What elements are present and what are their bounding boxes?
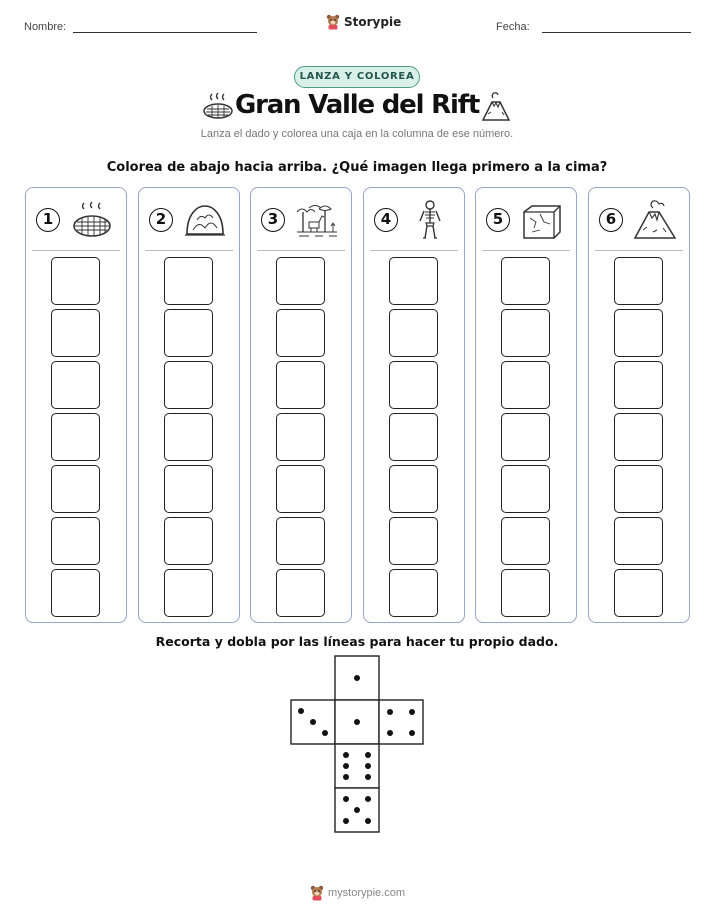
die-pip xyxy=(354,807,360,813)
coloring-instruction: Colorea de abajo hacia arriba. ¿Qué imagen llega primero a la cima? xyxy=(106,160,608,175)
track-column-1 xyxy=(25,187,127,623)
die-net xyxy=(289,655,425,837)
die-face-4-right xyxy=(379,700,423,744)
footer xyxy=(310,885,405,901)
color-box[interactable] xyxy=(389,257,438,305)
color-box[interactable] xyxy=(51,569,100,617)
color-box[interactable] xyxy=(276,465,325,513)
volcano-icon xyxy=(633,200,677,240)
column-divider xyxy=(370,250,458,251)
track-column-2 xyxy=(138,187,240,623)
column-divider xyxy=(482,250,570,251)
color-box[interactable] xyxy=(614,413,663,461)
die-pip xyxy=(354,719,360,725)
color-box[interactable] xyxy=(501,413,550,461)
hot-spring-icon xyxy=(70,200,114,240)
color-box[interactable] xyxy=(164,413,213,461)
die-pip xyxy=(322,730,328,736)
date-label: Fecha: xyxy=(496,21,530,33)
die-pip xyxy=(387,730,393,736)
skeleton-icon xyxy=(408,200,452,240)
color-box[interactable] xyxy=(276,517,325,565)
color-box[interactable] xyxy=(164,361,213,409)
die-pip xyxy=(343,818,349,824)
die-pip xyxy=(365,818,371,824)
color-box[interactable] xyxy=(501,465,550,513)
die-face-6 xyxy=(335,744,379,788)
footer-url[interactable]: mystorypie.com xyxy=(328,887,406,899)
column-number: 5 xyxy=(486,208,510,232)
color-box[interactable] xyxy=(389,413,438,461)
die-pip xyxy=(365,774,371,780)
name-line[interactable] xyxy=(73,32,257,33)
color-box[interactable] xyxy=(614,517,663,565)
brand-logo xyxy=(326,14,401,30)
column-number: 1 xyxy=(36,208,60,232)
color-box[interactable] xyxy=(389,569,438,617)
column-number: 4 xyxy=(374,208,398,232)
color-box[interactable] xyxy=(164,465,213,513)
bear-mascot-icon xyxy=(326,14,340,30)
die-pip xyxy=(365,763,371,769)
bear-mascot-icon xyxy=(310,885,324,901)
color-box[interactable] xyxy=(501,309,550,357)
color-box[interactable] xyxy=(389,517,438,565)
color-box[interactable] xyxy=(389,465,438,513)
cut-instruction: Recorta y dobla por las líneas para hacer tu propio dado. xyxy=(155,634,559,649)
track-column-5 xyxy=(475,187,577,623)
color-box[interactable] xyxy=(164,309,213,357)
color-box[interactable] xyxy=(501,569,550,617)
color-box[interactable] xyxy=(51,517,100,565)
brand-name: Storypie xyxy=(344,15,402,29)
die-pip xyxy=(365,752,371,758)
color-box[interactable] xyxy=(164,517,213,565)
color-box[interactable] xyxy=(51,257,100,305)
volcano-title-icon xyxy=(480,92,512,122)
color-box[interactable] xyxy=(51,309,100,357)
column-divider xyxy=(32,250,120,251)
color-box[interactable] xyxy=(276,361,325,409)
name-label: Nombre: xyxy=(24,21,67,33)
color-box[interactable] xyxy=(614,569,663,617)
color-box[interactable] xyxy=(164,569,213,617)
die-pip xyxy=(298,708,304,714)
die-pip xyxy=(310,719,316,725)
column-number: 3 xyxy=(261,208,285,232)
color-box[interactable] xyxy=(389,361,438,409)
page-title: Gran Valle del Rift xyxy=(234,90,480,120)
column-number: 6 xyxy=(599,208,623,232)
activity-badge: LANZA Y COLOREA xyxy=(294,66,420,88)
die-pip xyxy=(354,675,360,681)
color-box[interactable] xyxy=(614,361,663,409)
track-column-6 xyxy=(588,187,690,623)
die-pip xyxy=(343,752,349,758)
color-box[interactable] xyxy=(501,361,550,409)
color-box[interactable] xyxy=(614,465,663,513)
die-pip xyxy=(365,796,371,802)
page-subtitle: Lanza el dado y colorea una caja en la columna de ese número. xyxy=(200,128,514,140)
die-pip xyxy=(387,709,393,715)
die-pip xyxy=(409,709,415,715)
rock-dome-icon xyxy=(183,200,227,240)
die-pip xyxy=(343,763,349,769)
color-box[interactable] xyxy=(276,257,325,305)
color-box[interactable] xyxy=(389,309,438,357)
color-box[interactable] xyxy=(164,257,213,305)
color-box[interactable] xyxy=(501,257,550,305)
color-box[interactable] xyxy=(614,257,663,305)
color-box[interactable] xyxy=(51,413,100,461)
column-divider xyxy=(145,250,233,251)
die-pip xyxy=(409,730,415,736)
die-pip xyxy=(343,796,349,802)
track-column-4 xyxy=(363,187,465,623)
date-line[interactable] xyxy=(542,32,691,33)
track-column-3 xyxy=(250,187,352,623)
color-box[interactable] xyxy=(614,309,663,357)
savanna-landscape-icon xyxy=(295,200,339,240)
color-box[interactable] xyxy=(276,413,325,461)
color-box[interactable] xyxy=(51,361,100,409)
color-box[interactable] xyxy=(501,517,550,565)
column-number: 2 xyxy=(149,208,173,232)
die-pip xyxy=(343,774,349,780)
color-box[interactable] xyxy=(276,569,325,617)
color-box[interactable] xyxy=(51,465,100,513)
color-box[interactable] xyxy=(276,309,325,357)
column-divider xyxy=(257,250,345,251)
column-divider xyxy=(595,250,683,251)
stone-block-icon xyxy=(520,200,564,240)
